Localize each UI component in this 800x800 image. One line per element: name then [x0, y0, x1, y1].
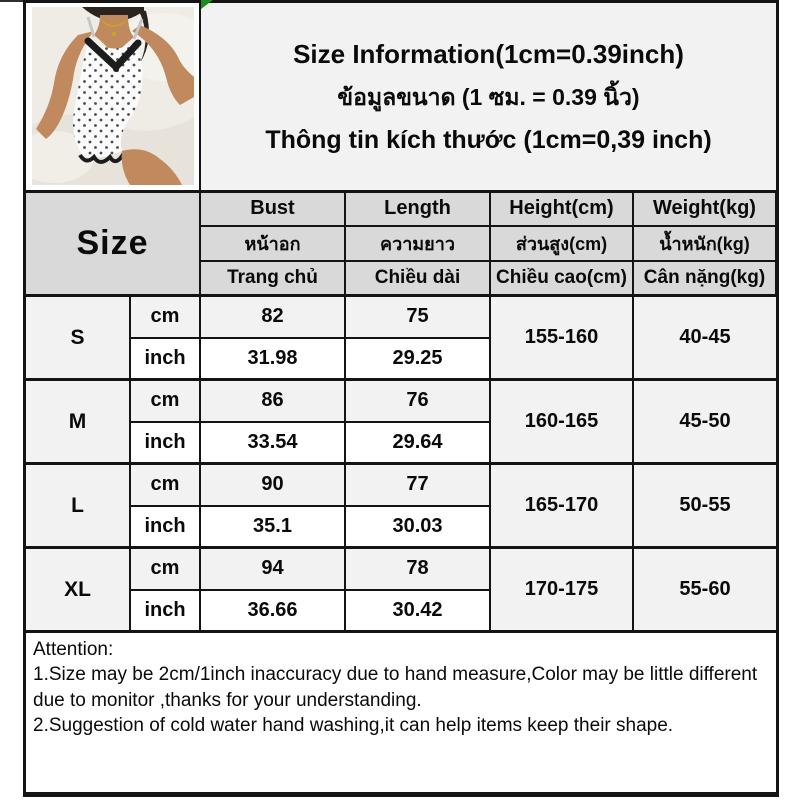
col-header-bust-vi: Trang chủ — [200, 261, 345, 296]
bust-cm-value-xl: 94 — [200, 548, 345, 590]
bust-cm-value-l: 90 — [200, 464, 345, 506]
bust-inch-value-m: 33.54 — [200, 422, 345, 464]
col-header-height-th: ส่วนสูง(cm) — [490, 226, 633, 261]
title-cell — [200, 3, 776, 192]
bust-inch-value-s: 31.98 — [200, 338, 345, 380]
length-inch-value-m: 29.64 — [345, 422, 490, 464]
sheet-frame — [23, 0, 779, 797]
height-range-m: 160-165 — [490, 380, 633, 464]
size-row-label-m: M — [26, 380, 130, 464]
unit-inch-label: inch — [130, 506, 200, 548]
bust-cm-value-s: 82 — [200, 296, 345, 338]
col-header-height-en: Height(cm) — [490, 192, 633, 226]
length-cm-value-l: 77 — [345, 464, 490, 506]
col-header-length-en: Length — [345, 192, 490, 226]
top-edge-line — [0, 0, 24, 2]
length-cm-value-s: 75 — [345, 296, 490, 338]
col-header-length-th: ความยาว — [345, 226, 490, 261]
size-row-label-s: S — [26, 296, 130, 380]
col-header-weight-th: น้ำหนัก(kg) — [633, 226, 776, 261]
attention-heading: Attention: — [33, 639, 114, 660]
necklace-pendant — [111, 32, 115, 36]
title-english: Size Information(1cm=0.39inch) — [293, 38, 684, 69]
attention-note-1: 1.Size may be 2cm/1inch inaccuracy due to hand measure,Color may be little different due to monitor ,thanks for your understanding. — [33, 664, 758, 711]
height-range-s: 155-160 — [490, 296, 633, 380]
length-inch-value-xl: 30.42 — [345, 590, 490, 632]
title-thai: ข้อมูลขนาด (1 ซม. = 0.39 นิ้ว) — [337, 83, 640, 110]
size-row-label-xl: XL — [26, 548, 130, 632]
title-vietnamese: Thông tin kích thước (1cm=0,39 inch) — [265, 125, 712, 154]
product-photo — [32, 7, 194, 185]
unit-inch-label: inch — [130, 590, 200, 632]
col-header-bust-th: หน้าอก — [200, 226, 345, 261]
unit-cm-label: cm — [130, 296, 200, 338]
unit-cm-label: cm — [130, 380, 200, 422]
size-corner-label: Size — [26, 192, 200, 296]
product-photo-cell — [26, 3, 200, 192]
col-header-length-vi: Chiều dài — [345, 261, 490, 296]
unit-inch-label: inch — [130, 422, 200, 464]
attention-note-2: 2.Suggestion of cold water hand washing,it can help items keep their shape. — [33, 714, 674, 736]
height-range-l: 165-170 — [490, 464, 633, 548]
weight-range-s: 40-45 — [633, 296, 776, 380]
size-row-label-l: L — [26, 464, 130, 548]
col-header-bust-en: Bust — [200, 192, 345, 226]
green-corner-flag — [201, 0, 213, 9]
weight-range-l: 50-55 — [633, 464, 776, 548]
product-photo-illustration — [32, 7, 194, 185]
length-cm-value-xl: 78 — [345, 548, 490, 590]
length-inch-value-l: 30.03 — [345, 506, 490, 548]
height-range-xl: 170-175 — [490, 548, 633, 632]
unit-inch-label: inch — [130, 338, 200, 380]
unit-cm-label: cm — [130, 548, 200, 590]
bust-inch-value-l: 35.1 — [200, 506, 345, 548]
col-header-height-vi: Chiều cao(cm) — [490, 261, 633, 296]
bust-cm-value-m: 86 — [200, 380, 345, 422]
col-header-weight-en: Weight(kg) — [633, 192, 776, 226]
unit-cm-label: cm — [130, 464, 200, 506]
weight-range-xl: 55-60 — [633, 548, 776, 632]
length-cm-value-m: 76 — [345, 380, 490, 422]
neckline-bow — [113, 66, 119, 72]
bust-inch-value-xl: 36.66 — [200, 590, 345, 632]
attention-section — [26, 632, 776, 794]
size-chart-table — [26, 3, 777, 794]
col-header-weight-vi: Cân nặng(kg) — [633, 261, 776, 296]
weight-range-m: 45-50 — [633, 380, 776, 464]
length-inch-value-s: 29.25 — [345, 338, 490, 380]
